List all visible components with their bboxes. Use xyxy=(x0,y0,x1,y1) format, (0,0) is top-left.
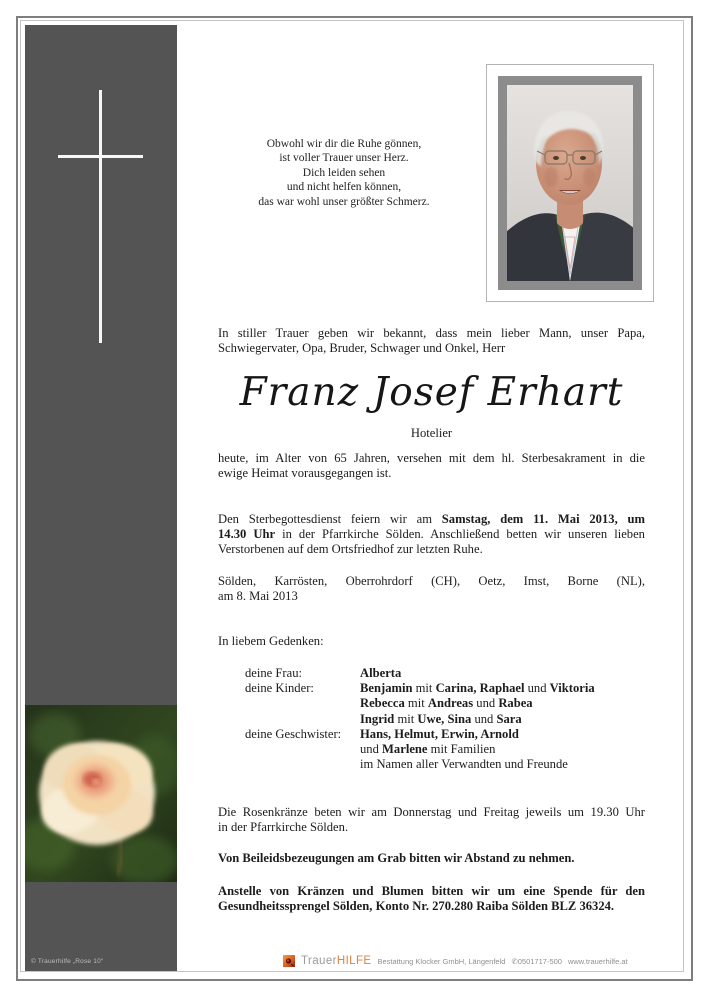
donation-text: Anstelle von Kränzen und Blumen bitten wir um eine Spende für den Gesundheitssprengel Sölden, Konto Nr. 270.280 Raiba Sölden BLZ 36324. xyxy=(218,884,645,914)
family-row xyxy=(218,681,645,696)
rosary-text: Die Rosenkränze beten wir am Donnerstag und Freitag jeweils um 19.30 Uhr in der Pfarrkirche Sölden. xyxy=(218,805,645,835)
family-names: Alberta xyxy=(360,666,402,680)
family-names: und Marlene mit Familien xyxy=(360,742,496,757)
footer xyxy=(283,953,628,969)
family-row xyxy=(218,727,645,742)
family-names: Hans, Helmut, Erwin, Arnold xyxy=(360,726,519,741)
relation-label: deine Kinder: xyxy=(245,681,314,696)
announcement-intro: In stiller Trauer geben wir bekannt, dass mein lieber Mann, unser Papa, Schwiegervater, Opa, Bruder, Schwager und Onkel, Herr xyxy=(218,326,645,356)
trauerhilfe-logo-icon xyxy=(283,955,295,967)
family-names: Rebecca mit Andreas und Rabea xyxy=(360,696,533,711)
footer-phone: ✆0501717-500 xyxy=(511,956,562,966)
poem-line: Obwohl wir dir die Ruhe gönnen, xyxy=(266,138,422,150)
poem-line: Dich leiden sehen xyxy=(302,166,386,179)
family-names: Ingrid mit Uwe, Sina und Sara xyxy=(360,711,522,726)
poem-line: das war wohl unser größter Schmerz. xyxy=(258,195,430,208)
relation-label xyxy=(245,757,360,772)
family-names: im Namen aller Verwandten und Freunde xyxy=(360,757,568,772)
phone-icon: ✆ xyxy=(511,956,518,966)
relation-label: deine Geschwister: xyxy=(245,726,342,741)
footer-company: Bestattung Klocker GmbH, Längenfeld xyxy=(377,956,506,966)
profession: Hotelier xyxy=(410,426,453,440)
family-row xyxy=(218,757,645,772)
cross-icon xyxy=(58,155,143,158)
rose-photo xyxy=(25,705,177,882)
family-row xyxy=(218,742,645,757)
family-row xyxy=(218,666,645,681)
poem xyxy=(198,137,490,209)
portrait-frame xyxy=(486,64,654,302)
trauerhilfe-brand: TrauerHILFE xyxy=(301,955,372,967)
family-names: Benjamin mit Carina, Raphael und Viktoria xyxy=(360,681,595,696)
condolence-text: Von Beileidsbezeugungen am Grab bitten wir Abstand zu nehmen. xyxy=(218,851,575,865)
relation-label xyxy=(245,696,360,711)
sidebar-copyright: © Trauerhilfe „Rose 10“ xyxy=(31,958,104,965)
relation-label xyxy=(245,742,360,757)
sidebar xyxy=(25,25,177,971)
remembrance-heading: In liebem Gedenken: xyxy=(218,634,324,648)
family-row xyxy=(218,712,645,727)
family-row xyxy=(218,696,645,711)
relation-label: deine Frau: xyxy=(245,666,303,680)
deceased-name: Franz Josef Erhart xyxy=(239,370,624,415)
footer-website: www.trauerhilfe.at xyxy=(567,956,628,966)
relation-label xyxy=(245,712,360,727)
places-date: Sölden, Karrösten, Oberrohrdorf (CH), Oetz, Imst, Borne (NL), am 8. Mai 2013 xyxy=(218,574,645,604)
poem-line: ist voller Trauer unser Herz. xyxy=(279,152,409,165)
death-text: heute, im Alter von 65 Jahren, versehen mit dem hl. Sterbesakrament in die ewige Heimat vorausgegangen ist. xyxy=(218,451,645,481)
service-text: Den Sterbegottesdienst feiern wir am Samstag, dem 11. Mai 2013, um 14.30 Uhr in der Pfarrkirche Sölden. Anschließend betten wir unseren lieben Verstorbenen auf dem Ortsfriedhof zur letzten Ruhe. xyxy=(218,512,645,557)
cross-icon xyxy=(99,90,102,343)
family-list xyxy=(218,666,645,772)
portrait-photo xyxy=(498,76,642,290)
poem-line: und nicht helfen können, xyxy=(286,181,402,194)
